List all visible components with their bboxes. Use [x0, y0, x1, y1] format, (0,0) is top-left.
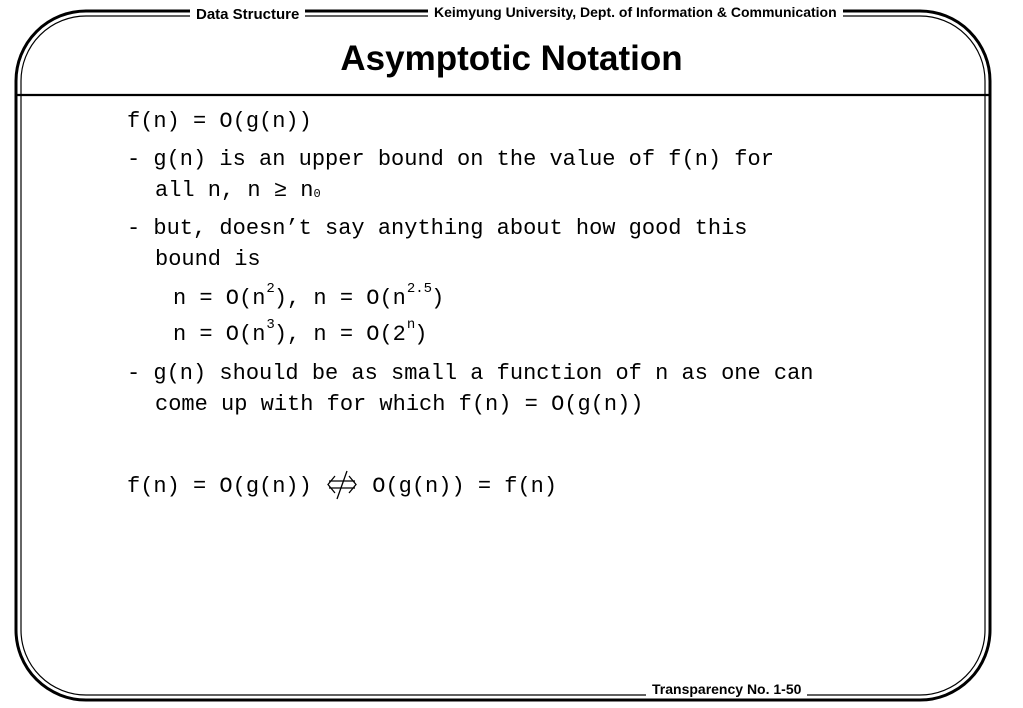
example-2-part-3: ): [414, 322, 428, 347]
final-right-expression: O(g(n)) = f(n): [359, 474, 558, 499]
example-1-exponent-1: 2: [266, 281, 275, 297]
not-equivalent-arrow-icon: [325, 470, 359, 500]
example-1-part-3: ): [431, 286, 445, 311]
bullet-3-line-1: - g(n) should be as small a function of n as one can: [127, 361, 814, 386]
definition-line: f(n) = O(g(n)): [127, 109, 312, 134]
bullet-1-n: n: [287, 178, 314, 203]
final-statement: [127, 470, 557, 500]
example-1-part-2: ), n = O(n: [273, 286, 406, 311]
example-1-exponent-2: 2.5: [406, 281, 433, 297]
department-name: Keimyung University, Dept. of Information & Communication: [428, 5, 843, 19]
bullet-1-line-1: - g(n) is an upper bound on the value of f(n) for: [127, 147, 774, 172]
final-left-expression: f(n) = O(g(n)): [127, 474, 326, 499]
bullet-1-text: all n, n: [155, 178, 274, 203]
transparency-number: Transparency No. 1-50: [646, 682, 807, 696]
n-zero-subscript: 0: [313, 187, 321, 201]
geq-symbol: ≥: [273, 178, 288, 203]
bullet-3-line-2: come up with for which f(n) = O(g(n)): [155, 392, 644, 417]
bullet-2-line-1: - but, doesn’t say anything about how good this: [127, 216, 748, 241]
example-2-exponent-1: 3: [266, 317, 275, 333]
bullet-2-line-2: bound is: [155, 247, 261, 272]
bullet-1-line-2: [155, 180, 321, 202]
slide-title: Asymptotic Notation: [340, 39, 683, 78]
example-2-part-2: ), n = O(2: [273, 322, 406, 347]
course-name: Data Structure: [190, 7, 305, 22]
example-line-2: [173, 317, 428, 347]
example-2-exponent-2: n: [406, 317, 416, 333]
example-1-part-1: n = O(n: [173, 286, 266, 311]
example-line-1: [173, 281, 445, 311]
example-2-part-1: n = O(n: [173, 322, 266, 347]
